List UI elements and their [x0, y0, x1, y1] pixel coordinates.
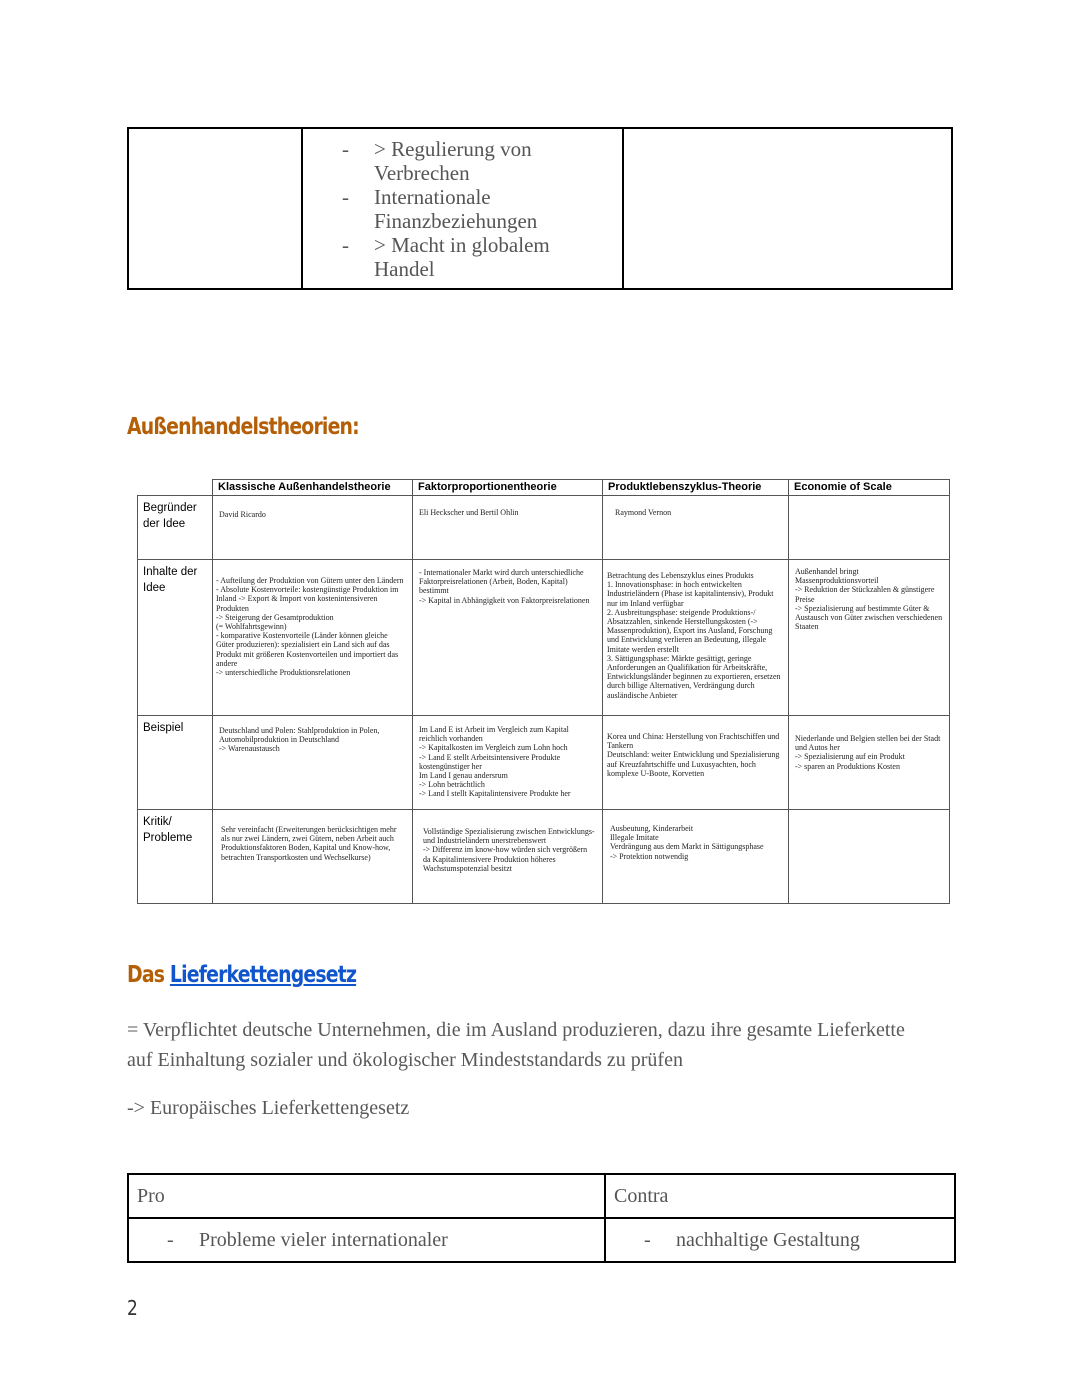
table-row	[138, 716, 950, 810]
table-cell: Eli Heckscher und Bertil Ohlin	[413, 496, 603, 560]
table-cell-list	[304, 137, 614, 281]
contra-header: Contra	[605, 1174, 955, 1218]
row-label: Inhalte der Idee	[138, 560, 213, 716]
table-header: Economie of Scale	[789, 480, 950, 496]
table-header-empty	[138, 480, 213, 496]
table-cell: Vollständige Spezialisierung zwischen Entwicklungs- und Industrieländern unerstrebenswert -> Differenz im know-how würden sich vergrößern da Kapitalintensivere Produktion höheres Wachstumspotenzial besitzt	[413, 810, 603, 904]
table-cell: Niederlande und Belgien stellen bei der Stadt und Autos her -> Spezialisierung auf ein Produkt -> sparen an Produktions Kosten	[789, 716, 950, 810]
lieferkettengesetz-link[interactable]: Lieferkettengesetz	[169, 962, 357, 988]
continued-table	[127, 127, 953, 290]
row-label: Begründer der Idee	[138, 496, 213, 560]
page-number: 2	[127, 1296, 138, 1320]
table-cell: Betrachtung des Lebenszyklus eines Produkts 1. Innovationsphase: in hoch entwickelten Industrieländern (Phase ist kapitalintensiv), Produkt nur im Inland verfügbar 2. Ausbreitungsphase: steigende Produktions-/ Absatzzahlen, sinkende Herstellungskosten (-> Massenproduktion), Export ins Ausland, Forschung und Entwicklung verlieren an Bedeutung, illegale Imitate werden erstellt 3. Sättigungsphase: Märkte gesättigt, geringe Anforderungen an Qualifikation für Arbeitskräfte, Entwicklungsländer beginnen zu exportieren, ersetzen durch billige Alternativen, Verdrängung durch ausländische Anbieter	[603, 560, 789, 716]
table-cell: David Ricardo	[213, 496, 413, 560]
table-header: Produktlebenszyklus-Theorie	[603, 480, 789, 496]
bullet-list	[304, 137, 614, 281]
table-cell: Deutschland und Polen: Stahlproduktion in Polen, Automobilproduktion in Deutschland -> Warenaustausch	[213, 716, 413, 810]
table-cell: Raymond Vernon	[603, 496, 789, 560]
section-heading-lieferkettengesetz	[127, 962, 356, 988]
table-cell: Im Land E ist Arbeit im Vergleich zum Kapital reichlich vorhanden -> Kapitalkosten im Vergleich zum Lohn hoch -> Land E stellt Arbeitsintensivere Produkte kostengünstiger her Im Land I genau andersrum -> Lohn beträchtlich -> Land I stellt Kapitalintensivere Produkte her	[413, 716, 603, 810]
table-header-row	[138, 480, 950, 496]
pro-contra-table	[127, 1173, 956, 1263]
table-row	[138, 560, 950, 716]
definition-text: = Verpflichtet deutsche Unternehmen, die im Ausland produzieren, dazu ihre gesamte Lieferkette auf Einhaltung sozialer und ökologischer Mindeststandards zu prüfen	[127, 1019, 905, 1071]
table-cell: Korea und China: Herstellung von Frachtschiffen und Tankern Deutschland: weiter Entwicklung und Spezialisierung auf Kreuzfahrtschiffe und Luxusyachten, hoch komplexe U-Boote, Korvetten	[603, 716, 789, 810]
table-header: Faktorproportionentheorie	[413, 480, 603, 496]
pro-cell	[128, 1218, 605, 1262]
table-header-row	[128, 1174, 955, 1218]
row-label: Beispiel	[138, 716, 213, 810]
list-item: - nachhaltige Gestaltung	[644, 1228, 860, 1251]
column-divider	[301, 129, 303, 288]
list-item: - > Regulierung von Verbrechen	[342, 137, 532, 185]
list-item: - Probleme vieler internationaler	[167, 1228, 448, 1251]
table-row	[128, 1218, 955, 1262]
contra-cell	[605, 1218, 955, 1262]
heading-prefix: Das	[127, 962, 165, 988]
column-divider	[622, 129, 624, 288]
table-row	[138, 810, 950, 904]
list-item: - > Macht in globalem Handel	[342, 233, 550, 281]
table-header: Klassische Außenhandelstheorie	[213, 480, 413, 496]
list-item: - Internationale Finanzbeziehungen	[342, 185, 538, 233]
section-heading-theories: Außenhandelstheorien:	[127, 414, 359, 440]
row-label: Kritik/ Probleme	[138, 810, 213, 904]
table-cell: Sehr vereinfacht (Erweiterungen berücksichtigen mehr als nur zwei Ländern, zwei Gütern, neben Arbeit auch Produktionsfaktoren Boden, Kapital und Know-how, betrachten Transportkosten und Wechselkurse)	[213, 810, 413, 904]
table-cell: - Internationaler Markt wird durch unterschiedliche Faktorpreisrelationen (Arbeit, Boden, Kapital) bestimmt -> Kapital in Abhängigkeit von Faktorpreisrelationen	[413, 560, 603, 716]
eu-law-text: -> Europäisches Lieferkettengesetz	[127, 1097, 410, 1119]
theories-table	[137, 479, 950, 904]
table-cell	[789, 496, 950, 560]
table-row	[138, 496, 950, 560]
pro-header: Pro	[128, 1174, 605, 1218]
table-cell: - Aufteilung der Produktion von Gütern unter den Ländern - Absolute Kostenvorteile: kostengünstige Produktion im Inland -> Export & Import von kostenintensiveren Produkten -> Steigerung der Gesamtproduktion (= Wohlfahrtsgewinn) - komparative Kostenvorteile (Länder können gleiche Güter produzieren): spezialisiert ein Land sich auf das Produkt mit größeren Kostenvorteilen und importiert das andere -> unterschiedliche Produktionsrelationen	[213, 560, 413, 716]
table-cell	[789, 810, 950, 904]
table-cell: Außenhandel bringt Massenproduktionsvorteil -> Reduktion der Stückzahlen & günstigere Preise -> Spezialisierung auf bestimmte Güter & Austausch von Güter zwischen verschiedenen Staaten	[789, 560, 950, 716]
table-cell: Ausbeutung, Kinderarbeit Illegale Imitate Verdrängung aus dem Markt in Sättigungsphase -> Protektion notwendig	[603, 810, 789, 904]
